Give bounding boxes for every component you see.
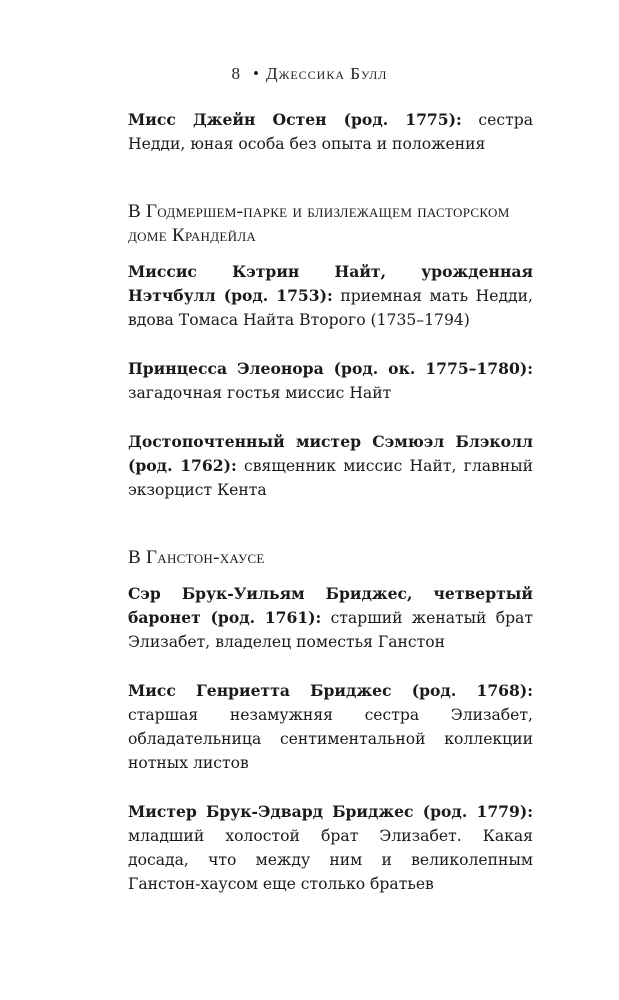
character-entry bbox=[128, 357, 533, 405]
character-name: Достопочтенный мистер Сэмюэл Блэколл (род. 1762): bbox=[128, 432, 533, 475]
character-description: сестра Недди, юная особа без опыта и положения bbox=[128, 111, 533, 153]
page-number: 8 bbox=[231, 64, 242, 83]
character-list bbox=[128, 108, 533, 921]
character-entry bbox=[128, 108, 533, 156]
character-name: Мисс Джейн Остен (род. 1775): bbox=[128, 110, 462, 129]
author-name: Джессика Булл bbox=[265, 64, 388, 83]
character-description: священник миссис Найт, главный экзорцист Кента bbox=[128, 457, 534, 499]
running-header bbox=[0, 64, 619, 84]
character-name: Мистер Брук-Эдвард Бриджес (род. 1779): bbox=[128, 802, 533, 821]
character-name: Мисс Генриетта Бриджес (род. 1768): bbox=[128, 681, 533, 700]
character-description: младший холостой брат Элизабет. Какая досада, что между ним и великолепным Ганстон-хаусом еще столько братьев bbox=[128, 827, 533, 893]
character-entry bbox=[128, 260, 533, 332]
character-description: старшая незамужняя сестра Элизабет, обладательница сентиментальной коллекции нотных листов bbox=[128, 706, 533, 772]
character-description: старший женатый брат Элизабет, владелец поместья Ганстон bbox=[128, 609, 533, 651]
section-heading: В Ганстон-хаусе bbox=[128, 547, 265, 568]
separator-dot: • bbox=[253, 64, 260, 83]
section-heading: В Годмершем-парке и близлежащем пасторском доме Крандейла bbox=[128, 201, 510, 246]
character-entry bbox=[128, 679, 533, 775]
character-entry bbox=[128, 582, 533, 654]
character-name: Принцесса Элеонора (род. ок. 1775–1780): bbox=[128, 359, 533, 378]
character-description: приемная мать Недди, вдова Томаса Найта Второго (1735–1794) bbox=[128, 287, 533, 329]
character-name: Сэр Брук-Уильям Бриджес, четвертый баронет (род. 1761): bbox=[128, 584, 533, 627]
character-description: загадочная гостья миссис Найт bbox=[128, 384, 392, 402]
character-name: Миссис Кэтрин Найт, урожденная Нэтчбулл (род. 1753): bbox=[128, 262, 533, 305]
character-entry bbox=[128, 800, 533, 896]
character-entry bbox=[128, 430, 533, 502]
